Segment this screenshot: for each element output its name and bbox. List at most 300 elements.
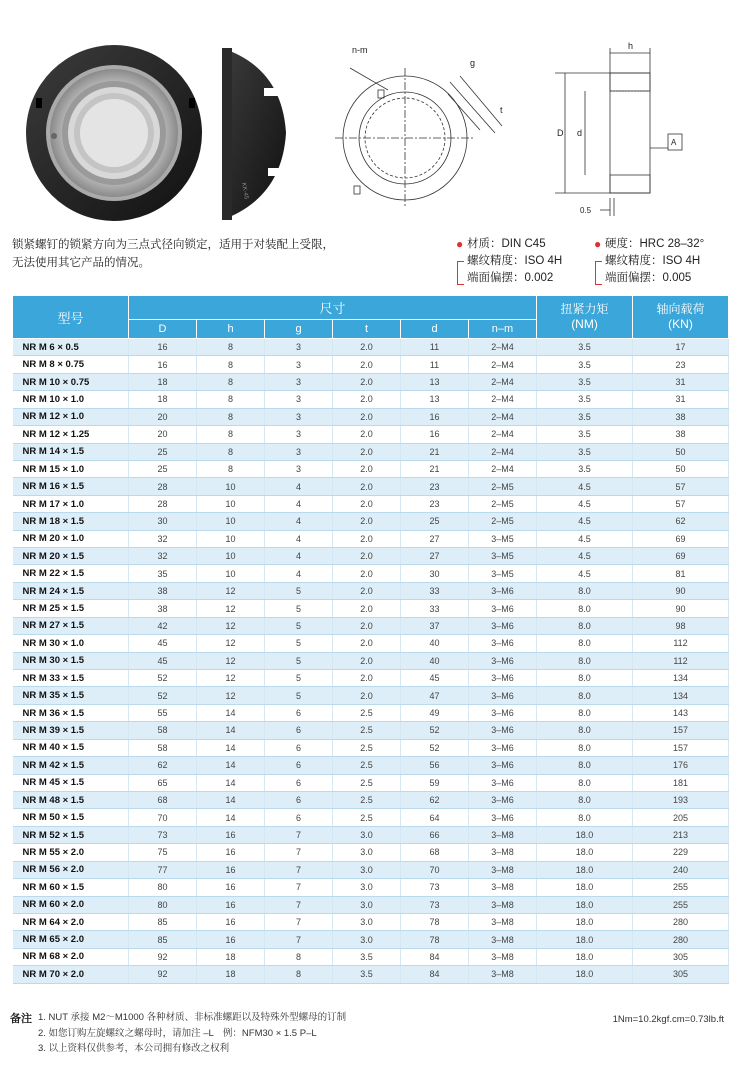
subheader-h: h: [197, 320, 265, 339]
value-cell: 7: [265, 913, 333, 930]
value-cell: 70: [401, 861, 469, 878]
model-cell: NR M 12 × 1.25: [13, 426, 129, 443]
table-row: [13, 826, 729, 843]
value-cell: 11: [401, 339, 469, 356]
value-cell: 92: [129, 948, 197, 965]
value-cell: 18.0: [537, 844, 633, 861]
remarks-notes: [38, 1010, 346, 1057]
product-description: [12, 236, 442, 272]
value-cell: 16: [401, 426, 469, 443]
value-cell: 3.5: [333, 948, 401, 965]
label-D: D: [557, 128, 564, 138]
model-cell: NR M 25 × 1.5: [13, 600, 129, 617]
value-cell: 2.0: [333, 408, 401, 425]
model-cell: NR M 16 × 1.5: [13, 478, 129, 495]
value-cell: 112: [633, 635, 729, 652]
value-cell: 16: [197, 931, 265, 948]
value-cell: 18: [197, 966, 265, 983]
value-cell: 3–M8: [469, 966, 537, 983]
value-cell: 4: [265, 495, 333, 512]
label-d: d: [577, 128, 583, 138]
value-cell: 38: [129, 600, 197, 617]
value-cell: 68: [129, 791, 197, 808]
table-row: [13, 617, 729, 634]
label-0-5: 0.5: [580, 206, 592, 215]
subheader-d: d: [401, 320, 469, 339]
value-cell: 2.5: [333, 809, 401, 826]
value-cell: 3–M6: [469, 774, 537, 791]
value-cell: 32: [129, 548, 197, 565]
value-cell: 23: [401, 478, 469, 495]
table-row: [13, 530, 729, 547]
value-cell: 18.0: [537, 966, 633, 983]
value-cell: 13: [401, 373, 469, 390]
value-cell: 85: [129, 931, 197, 948]
value-cell: 3–M5: [469, 565, 537, 582]
note-1: 1. NUT 承接 M2～M1000 各种材质、非标准螺距以及特殊外型螺母的订制: [38, 1012, 347, 1023]
value-cell: 18.0: [537, 948, 633, 965]
value-cell: 3.5: [537, 373, 633, 390]
value-cell: 3.0: [333, 931, 401, 948]
value-cell: 3–M8: [469, 896, 537, 913]
value-cell: 2.0: [333, 443, 401, 460]
value-cell: 31: [633, 373, 729, 390]
model-cell: NR M 52 × 1.5: [13, 826, 129, 843]
value-cell: 7: [265, 844, 333, 861]
value-cell: 16: [129, 339, 197, 356]
value-cell: 213: [633, 826, 729, 843]
value-cell: 255: [633, 879, 729, 896]
table-row: [13, 339, 729, 356]
value-cell: 2–M4: [469, 426, 537, 443]
value-cell: 193: [633, 791, 729, 808]
value-cell: 3.5: [537, 356, 633, 373]
value-cell: 73: [129, 826, 197, 843]
model-cell: NR M 50 × 1.5: [13, 809, 129, 826]
value-cell: 7: [265, 879, 333, 896]
value-cell: 14: [197, 722, 265, 739]
table-row: [13, 966, 729, 983]
value-cell: 16: [197, 896, 265, 913]
value-cell: 13: [401, 391, 469, 408]
value-cell: 3: [265, 426, 333, 443]
value-cell: 35: [129, 565, 197, 582]
value-cell: 50: [633, 460, 729, 477]
value-cell: 2.5: [333, 774, 401, 791]
table-row: [13, 373, 729, 390]
svg-text:KK-45: KK-45: [240, 182, 249, 200]
value-cell: 2–M4: [469, 391, 537, 408]
value-cell: 3: [265, 339, 333, 356]
value-cell: 205: [633, 809, 729, 826]
model-cell: NR M 33 × 1.5: [13, 670, 129, 687]
spec-thread-right: 螺纹精度：ISO 4H: [593, 253, 731, 270]
value-cell: 6: [265, 722, 333, 739]
value-cell: 4: [265, 478, 333, 495]
table-row: [13, 426, 729, 443]
model-cell: NR M 30 × 1.0: [13, 635, 129, 652]
spec-table: [12, 295, 729, 984]
value-cell: 16: [197, 826, 265, 843]
value-cell: 2–M4: [469, 373, 537, 390]
table-row: [13, 687, 729, 704]
value-cell: 81: [633, 565, 729, 582]
value-cell: 20: [129, 426, 197, 443]
value-cell: 78: [401, 931, 469, 948]
value-cell: 8: [197, 443, 265, 460]
model-cell: NR M 10 × 1.0: [13, 391, 129, 408]
value-cell: 8: [197, 391, 265, 408]
value-cell: 42: [129, 617, 197, 634]
value-cell: 2.5: [333, 704, 401, 721]
model-cell: NR M 40 × 1.5: [13, 739, 129, 756]
value-cell: 3.5: [333, 966, 401, 983]
header-dimensions: 尺寸: [129, 296, 537, 320]
product-photo: [14, 38, 294, 228]
value-cell: 3–M6: [469, 652, 537, 669]
table-row: [13, 408, 729, 425]
model-cell: NR M 45 × 1.5: [13, 774, 129, 791]
value-cell: 8.0: [537, 687, 633, 704]
value-cell: 77: [129, 861, 197, 878]
value-cell: 11: [401, 356, 469, 373]
value-cell: 12: [197, 582, 265, 599]
table-body: [13, 339, 729, 984]
value-cell: 3: [265, 460, 333, 477]
label-A: A: [671, 138, 677, 147]
value-cell: 52: [129, 670, 197, 687]
value-cell: 20: [129, 408, 197, 425]
value-cell: 31: [633, 391, 729, 408]
value-cell: 2–M5: [469, 495, 537, 512]
value-cell: 229: [633, 844, 729, 861]
value-cell: 3–M5: [469, 548, 537, 565]
value-cell: 16: [129, 356, 197, 373]
value-cell: 49: [401, 704, 469, 721]
unit-conversion: 1Nm=10.2kgf.cm=0.73lb.ft: [612, 1014, 724, 1025]
value-cell: 14: [197, 791, 265, 808]
value-cell: 8: [197, 460, 265, 477]
value-cell: 3.5: [537, 391, 633, 408]
value-cell: 52: [401, 739, 469, 756]
value-cell: 5: [265, 635, 333, 652]
value-cell: 52: [129, 687, 197, 704]
table-row: [13, 356, 729, 373]
value-cell: 2.0: [333, 478, 401, 495]
value-cell: 92: [129, 966, 197, 983]
value-cell: 84: [401, 966, 469, 983]
table-row: [13, 948, 729, 965]
value-cell: 3–M8: [469, 948, 537, 965]
table-row: [13, 443, 729, 460]
table-row: [13, 757, 729, 774]
value-cell: 255: [633, 896, 729, 913]
value-cell: 3.0: [333, 913, 401, 930]
value-cell: 18: [197, 948, 265, 965]
value-cell: 8: [197, 339, 265, 356]
value-cell: 3–M6: [469, 757, 537, 774]
model-cell: NR M 35 × 1.5: [13, 687, 129, 704]
front-view-diagram: [330, 38, 510, 228]
value-cell: 16: [197, 913, 265, 930]
value-cell: 28: [129, 495, 197, 512]
value-cell: 2.0: [333, 635, 401, 652]
model-cell: NR M 68 × 2.0: [13, 948, 129, 965]
value-cell: 157: [633, 722, 729, 739]
value-cell: 33: [401, 600, 469, 617]
value-cell: 75: [129, 844, 197, 861]
table-row: [13, 513, 729, 530]
model-cell: NR M 56 × 2.0: [13, 861, 129, 878]
value-cell: 23: [401, 495, 469, 512]
spec-hardness: ● 硬度：HRC 28–32°: [594, 237, 705, 251]
value-cell: 3–M8: [469, 879, 537, 896]
model-cell: NR M 60 × 1.5: [13, 879, 129, 896]
value-cell: 98: [633, 617, 729, 634]
value-cell: 4.5: [537, 548, 633, 565]
value-cell: 4: [265, 513, 333, 530]
value-cell: 3–M6: [469, 670, 537, 687]
value-cell: 45: [129, 652, 197, 669]
value-cell: 2–M4: [469, 356, 537, 373]
table-row: [13, 460, 729, 477]
value-cell: 12: [197, 617, 265, 634]
value-cell: 10: [197, 530, 265, 547]
value-cell: 32: [129, 530, 197, 547]
value-cell: 55: [129, 704, 197, 721]
value-cell: 3–M6: [469, 704, 537, 721]
value-cell: 2.0: [333, 548, 401, 565]
model-cell: NR M 22 × 1.5: [13, 565, 129, 582]
value-cell: 40: [401, 635, 469, 652]
value-cell: 21: [401, 460, 469, 477]
value-cell: 176: [633, 757, 729, 774]
value-cell: 3.0: [333, 826, 401, 843]
value-cell: 10: [197, 548, 265, 565]
subheader-t: t: [333, 320, 401, 339]
value-cell: 2.0: [333, 652, 401, 669]
spec-runout-right: 端面偏摆：0.005: [605, 272, 692, 284]
header-model: 型号: [13, 296, 129, 339]
value-cell: 38: [129, 582, 197, 599]
table-row: [13, 913, 729, 930]
value-cell: 18.0: [537, 826, 633, 843]
value-cell: 2.0: [333, 687, 401, 704]
value-cell: 7: [265, 931, 333, 948]
value-cell: 90: [633, 600, 729, 617]
value-cell: 30: [129, 513, 197, 530]
value-cell: 47: [401, 687, 469, 704]
value-cell: 4.5: [537, 513, 633, 530]
value-cell: 5: [265, 652, 333, 669]
value-cell: 2.0: [333, 356, 401, 373]
value-cell: 2.0: [333, 495, 401, 512]
table-row: [13, 565, 729, 582]
header-torque: 扭紧力矩 (NM): [537, 296, 633, 339]
spec-runout-left: 端面偏摆：0.002: [467, 272, 554, 284]
value-cell: 3–M6: [469, 617, 537, 634]
remarks-label: 备注: [10, 1013, 32, 1025]
table-row: [13, 774, 729, 791]
value-cell: 305: [633, 948, 729, 965]
value-cell: 45: [129, 635, 197, 652]
value-cell: 134: [633, 670, 729, 687]
value-cell: 85: [129, 913, 197, 930]
value-cell: 12: [197, 635, 265, 652]
value-cell: 3–M6: [469, 791, 537, 808]
table-row: [13, 861, 729, 878]
model-cell: NR M 36 × 1.5: [13, 704, 129, 721]
model-cell: NR M 15 × 1.0: [13, 460, 129, 477]
value-cell: 5: [265, 600, 333, 617]
value-cell: 33: [401, 582, 469, 599]
model-cell: NR M 12 × 1.0: [13, 408, 129, 425]
value-cell: 45: [401, 670, 469, 687]
value-cell: 37: [401, 617, 469, 634]
value-cell: 2.0: [333, 600, 401, 617]
value-cell: 6: [265, 791, 333, 808]
value-cell: 4.5: [537, 530, 633, 547]
model-cell: NR M 20 × 1.5: [13, 548, 129, 565]
value-cell: 8.0: [537, 600, 633, 617]
value-cell: 25: [129, 460, 197, 477]
value-cell: 8.0: [537, 652, 633, 669]
bullet-icon: ●: [456, 237, 464, 251]
value-cell: 16: [401, 408, 469, 425]
value-cell: 2.0: [333, 426, 401, 443]
value-cell: 3–M6: [469, 809, 537, 826]
note-2: 2. 如您订购左旋螺纹之螺母时，请加注 –L 例：NFM30 × 1.5 P–L: [38, 1027, 317, 1039]
value-cell: 52: [401, 722, 469, 739]
label-n-m: n-m: [352, 45, 368, 55]
model-cell: NR M 8 × 0.75: [13, 356, 129, 373]
value-cell: 143: [633, 704, 729, 721]
value-cell: 18.0: [537, 931, 633, 948]
value-cell: 57: [633, 478, 729, 495]
value-cell: 2–M4: [469, 339, 537, 356]
value-cell: 18: [129, 391, 197, 408]
label-h: h: [628, 41, 634, 51]
value-cell: 5: [265, 582, 333, 599]
table-row: [13, 391, 729, 408]
value-cell: 8.0: [537, 670, 633, 687]
value-cell: 64: [401, 809, 469, 826]
value-cell: 10: [197, 478, 265, 495]
value-cell: 2–M4: [469, 408, 537, 425]
table-row: [13, 896, 729, 913]
value-cell: 8.0: [537, 722, 633, 739]
value-cell: 134: [633, 687, 729, 704]
value-cell: 6: [265, 774, 333, 791]
value-cell: 6: [265, 757, 333, 774]
value-cell: 8: [197, 426, 265, 443]
value-cell: 3.0: [333, 861, 401, 878]
value-cell: 14: [197, 809, 265, 826]
value-cell: 2.0: [333, 670, 401, 687]
value-cell: 3.5: [537, 426, 633, 443]
value-cell: 4.5: [537, 495, 633, 512]
value-cell: 2.0: [333, 530, 401, 547]
value-cell: 21: [401, 443, 469, 460]
value-cell: 2.5: [333, 757, 401, 774]
value-cell: 3–M8: [469, 826, 537, 843]
value-cell: 12: [197, 670, 265, 687]
value-cell: 2.0: [333, 460, 401, 477]
value-cell: 25: [129, 443, 197, 460]
value-cell: 65: [129, 774, 197, 791]
model-cell: NR M 42 × 1.5: [13, 757, 129, 774]
model-cell: NR M 14 × 1.5: [13, 443, 129, 460]
value-cell: 73: [401, 879, 469, 896]
value-cell: 3.0: [333, 896, 401, 913]
value-cell: 8.0: [537, 739, 633, 756]
value-cell: 10: [197, 513, 265, 530]
table-row: [13, 582, 729, 599]
value-cell: 14: [197, 757, 265, 774]
value-cell: 80: [129, 879, 197, 896]
value-cell: 69: [633, 548, 729, 565]
table-row: [13, 722, 729, 739]
value-cell: 7: [265, 896, 333, 913]
value-cell: 3–M5: [469, 530, 537, 547]
value-cell: 80: [129, 896, 197, 913]
value-cell: 4: [265, 548, 333, 565]
value-cell: 2.0: [333, 391, 401, 408]
model-cell: NR M 10 × 0.75: [13, 373, 129, 390]
value-cell: 17: [633, 339, 729, 356]
table-row: [13, 931, 729, 948]
value-cell: 3: [265, 391, 333, 408]
table-row: [13, 652, 729, 669]
value-cell: 8: [265, 966, 333, 983]
value-cell: 84: [401, 948, 469, 965]
value-cell: 68: [401, 844, 469, 861]
value-cell: 18.0: [537, 861, 633, 878]
value-cell: 30: [401, 565, 469, 582]
value-cell: 8.0: [537, 791, 633, 808]
value-cell: 7: [265, 826, 333, 843]
description-line-1: 锁紧螺钉的锁紧方向为三点式径向锁定，适用于对装配上受限，: [12, 239, 334, 251]
value-cell: 18.0: [537, 879, 633, 896]
value-cell: 38: [633, 408, 729, 425]
value-cell: 3: [265, 356, 333, 373]
value-cell: 3–M6: [469, 739, 537, 756]
value-cell: 7: [265, 861, 333, 878]
value-cell: 14: [197, 739, 265, 756]
value-cell: 18.0: [537, 896, 633, 913]
value-cell: 3–M8: [469, 844, 537, 861]
model-cell: NR M 24 × 1.5: [13, 582, 129, 599]
note-3: 3. 以上资料仅供参考，本公司拥有修改之权利: [38, 1043, 230, 1054]
value-cell: 3–M6: [469, 687, 537, 704]
value-cell: 5: [265, 617, 333, 634]
value-cell: 8: [197, 408, 265, 425]
table-row: [13, 670, 729, 687]
table-row: [13, 844, 729, 861]
value-cell: 5: [265, 687, 333, 704]
value-cell: 57: [633, 495, 729, 512]
value-cell: 2.0: [333, 582, 401, 599]
value-cell: 58: [129, 722, 197, 739]
value-cell: 4: [265, 565, 333, 582]
value-cell: 8: [265, 948, 333, 965]
value-cell: 56: [401, 757, 469, 774]
subheader-n-m: n–m: [469, 320, 537, 339]
value-cell: 90: [633, 582, 729, 599]
table-row: [13, 809, 729, 826]
value-cell: 40: [401, 652, 469, 669]
value-cell: 8.0: [537, 635, 633, 652]
